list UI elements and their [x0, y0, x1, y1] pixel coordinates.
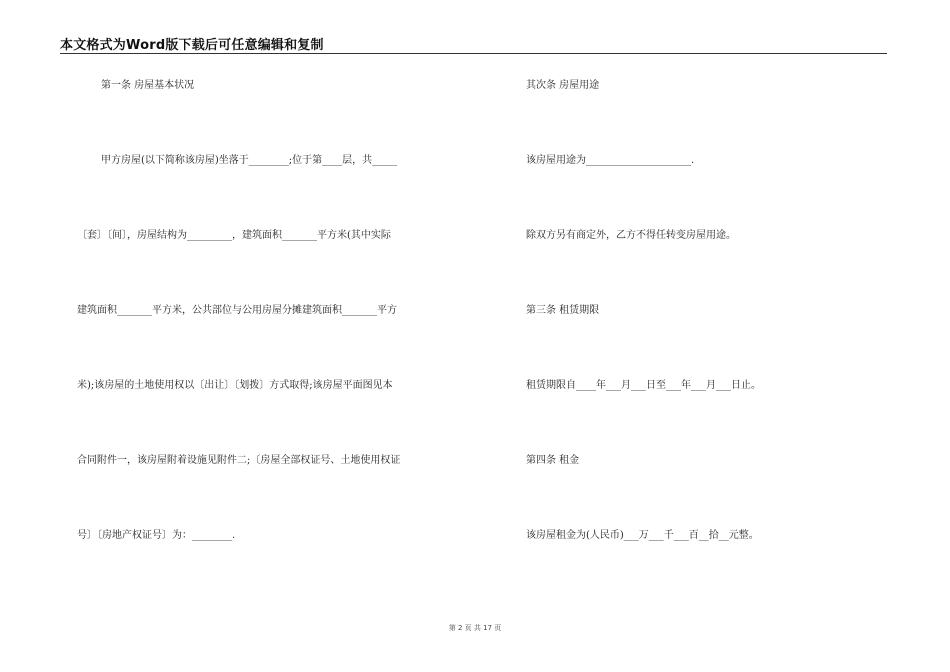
left-line-2: 甲方房屋(以下简称该房屋)坐落于________;位于第____层，共_____ — [101, 155, 398, 166]
left-line-1: 第一条 房屋基本状况 — [101, 80, 195, 91]
left-line-5: 米);该房屋的土地使用权以〔出让〕〔划拨〕方式取得;该房屋平面图见本 — [77, 380, 393, 391]
left-line-7: 号〕〔房地产权证号〕为：________. — [77, 530, 236, 541]
header-divider — [60, 53, 887, 54]
left-line-3: 〔套〕〔间〕，房屋结构为_________，建筑面积_______平方米(其中实际 — [77, 230, 391, 241]
left-line-4: 建筑面积_______平方米，公共部位与公用房屋分摊建筑面积_______平方 — [77, 305, 397, 316]
left-line-6: 合同附件一，该房屋附着设施见附件二;〔房屋全部权证号、土地使用权证 — [77, 455, 401, 466]
page-number: 第 2 页 共 17 页 — [448, 624, 502, 632]
right-line-3: 除双方另有商定外，乙方不得任转变房屋用途。 — [526, 230, 736, 241]
header-title: 本文格式为Word版下载后可任意编辑和复制 — [60, 38, 324, 53]
right-line-6: 第四条 租金 — [526, 455, 580, 466]
right-line-4: 第三条 租赁期限 — [526, 305, 600, 316]
right-line-2: 该房屋用途为_____________________. — [526, 155, 695, 166]
right-line-7: 该房屋租金为(人民币)___万___千___百__拾__元整。 — [526, 530, 759, 541]
right-line-1: 其次条 房屋用途 — [526, 80, 600, 91]
right-line-5: 租赁期限自____年___月___日至___年___月___日止。 — [526, 380, 761, 391]
